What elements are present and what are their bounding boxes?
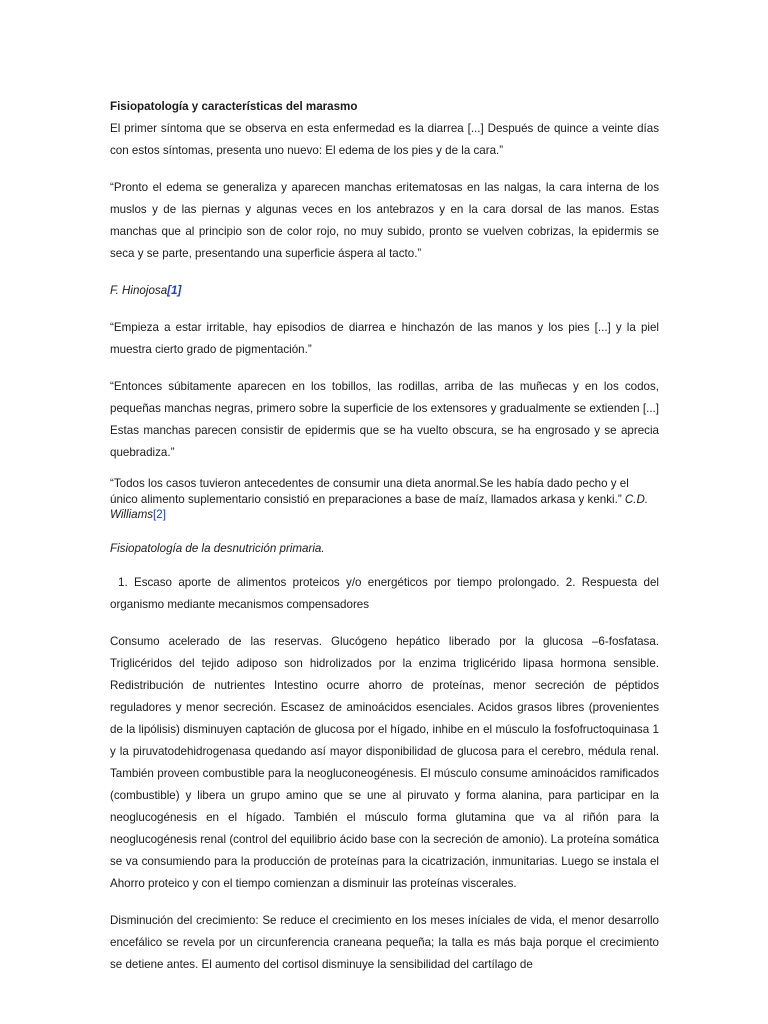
footnote-link-1[interactable]: [1] — [167, 284, 182, 297]
document-body — [110, 96, 659, 976]
quote-text: “Todos los casos tuvieron antecedentes de consumir una dieta anormal.Se les había dado pecho y el único alimento suplementario consistió en preparaciones a base de maíz, llamados arkasa y kenki.” — [110, 477, 629, 506]
subheading: Fisiopatología de la desnutrición primaria. — [110, 541, 325, 555]
paragraph-4: “Entonces súbitamente aparecen en los tobillos, las rodillas, arriba de las muñecas y en los codos, pequeñas manchas negras, primero sobre la superficie de los extensores y gradualmente se extienden [...] Estas manchas parecen consistir de epidermis que se ha vuelto obscura, se ha engrosado y se aprecia quebradiza.” — [110, 380, 659, 459]
citation-author: C.D. Williams — [110, 492, 649, 521]
section-heading: Fisiopatología y características del marasmo — [110, 100, 358, 113]
paragraph-3: “Empieza a estar irritable, hay episodios de diarrea e hinchazón de las manos y los pies [...] y la piel muestra cierto grado de pigmentación.” — [110, 321, 659, 356]
footnote-link-2[interactable]: [2] — [153, 508, 166, 521]
paragraph-1: El primer síntoma que se observa en esta enfermedad es la diarrea [...] Después de quince a veinte días con estos síntomas, presenta uno nuevo: El edema de los pies y de la cara.” — [110, 122, 659, 157]
paragraph-7: Consumo acelerado de las reservas. Glucógeno hepático liberado por la glucosa –6-fosfatasa. Triglicéridos del tejido adiposo son hidrolizados por la enzima triglicérido lipasa hormona sensible. Redistribución de nutrientes Intestino ocurre ahorro de proteínas, menor secreción de péptidos reguladores y menor secreción. Escasez de aminoácidos esenciales. Acidos grasos libres (provenientes de la lipólisis) disminuyen captación de glucosa por el hígado, inhibe en el músculo la fosfofructoquinasa 1 y la piruvatodehidrogenasa quedando así mayor disponibilidad de glucosa para el cerebro, médula renal. También proveen combustible para la neogluconeogénesis. El músculo consume aminoácidos ramificados (combustible) y libera un grupo amino que se une al piruvato y forma alanina, para participar en la neoglucogénesis en el hígado. También el músculo forma glutamina que va al riñón para la neoglucogénesis renal (control del equilibrio ácido base con la secreción de amonio). La proteína somática se va consumiendo para la producción de proteínas para la cicatrización, inmunitarias. Luego se instala el Ahorro proteico y con el tiempo comienzan a disminuir las proteínas viscerales. — [110, 634, 659, 890]
paragraph-5 — [110, 476, 659, 523]
paragraph-8: Disminución del crecimiento: Se reduce el crecimiento en los meses iníciales de vida, el menor desarrollo encefálico se revela por un circunferencia craneana pequeña; la talla es más baja porque el crecimiento se detiene antes. El aumento del cortisol disminuye la sensibilidad del cartílago de — [110, 913, 659, 971]
paragraph-2: “Pronto el edema se generaliza y aparecen manchas eritematosas en las nalgas, la cara interna de los muslos y de las piernas y algunas veces en los antebrazos y en la cara dorsal de las manos. Estas manchas que al principio son de color rojo, no muy subido, pronto se vuelven cobrizas, la epidermis se seca y se parte, presentando una superficie áspera al tacto.” — [110, 181, 659, 260]
citation-hinojosa — [110, 280, 659, 302]
citation-author: F. Hinojosa — [110, 284, 168, 297]
paragraph-6: 1. Escaso aporte de alimentos proteicos y/o energéticos por tiempo prolongado. 2. Respuesta del organismo mediante mecanismos compensadores — [110, 575, 659, 611]
